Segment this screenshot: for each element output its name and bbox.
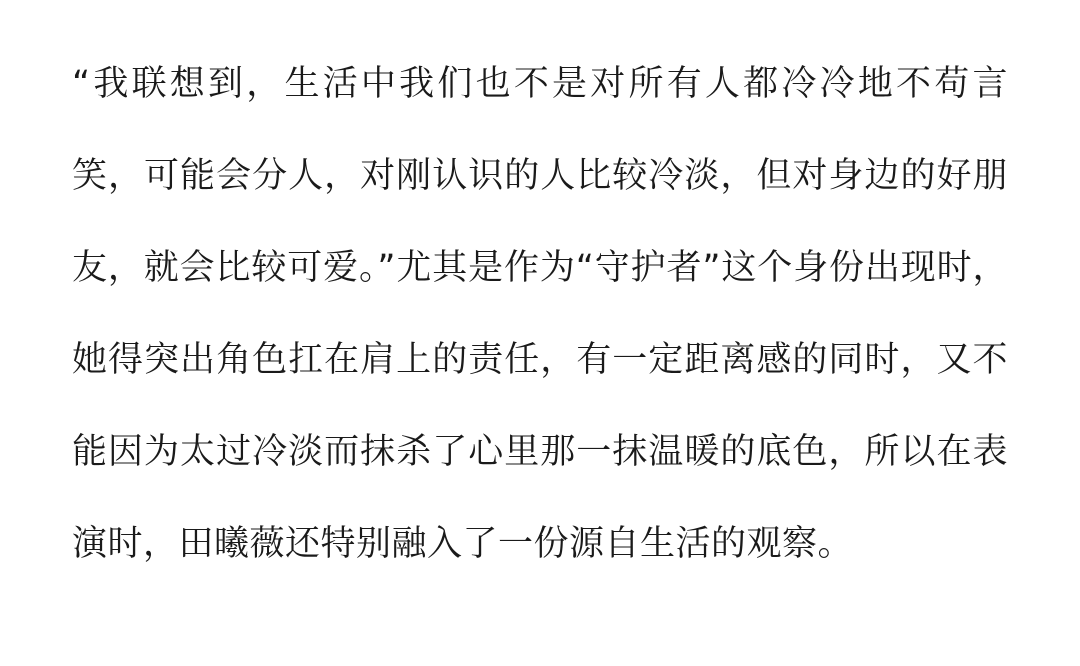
- paragraph-1: “我联想到，生活中我们也不是对所有人都冷冷地不苟言笑，可能会分人，对刚认识的人比较冷淡，但对身边的好朋友，就会比较可爱。”尤其是作为“守护者”这个身份出现时，她得突出角色扛在肩上的责任，有一定距离感的同时，又不能因为太过冷淡而抹杀了心里那一抹温暖的底色，所以在表演时，田曦薇还特别融入了一份源自生活的观察。: [72, 64, 1008, 564]
- article-body: [72, 38, 1008, 590]
